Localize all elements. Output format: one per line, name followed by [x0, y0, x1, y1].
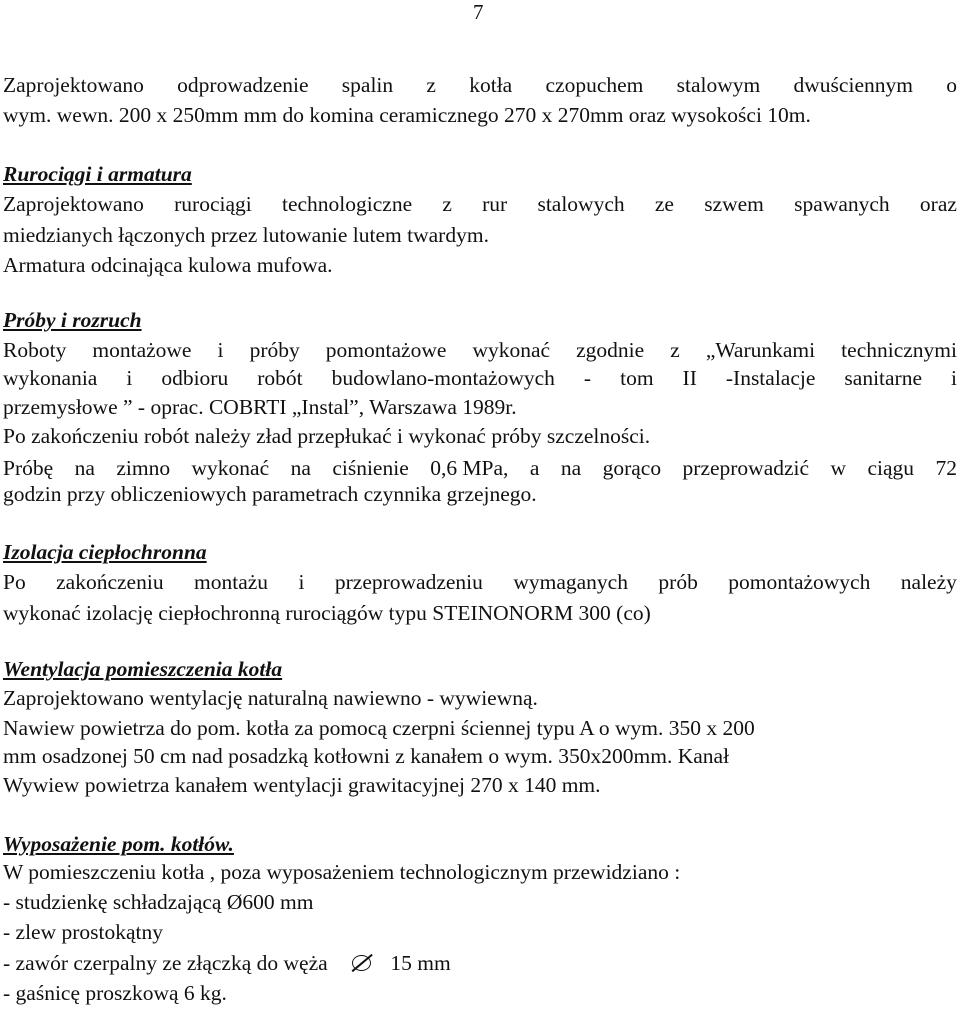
tests-line-4: Po zakończeniu robót należy zład przepłukać i wykonać próby szczelności. — [3, 424, 651, 448]
word: prób — [658, 570, 698, 594]
word: zakończeniu — [56, 570, 164, 594]
word: tom — [620, 366, 654, 390]
word: i — [951, 366, 957, 390]
tests-line-3: przemysłowe ” - oprac. COBRTI „Instal”, Warszawa 1989r. — [3, 395, 517, 419]
word: stalowym — [676, 73, 761, 97]
word: i — [298, 570, 305, 594]
word: przeprowadzeniu — [334, 570, 483, 594]
tests-line-6: godzin przy obliczeniowych parametrach czynnika grzejnego. — [3, 482, 537, 506]
pipes-line-2: miedzianych łączonych przez lutowanie lutem twardym. — [3, 223, 489, 247]
word: gorąco — [602, 456, 662, 480]
word: II — [682, 366, 697, 390]
intro-line-2: wym. wewn. 200 x 250mm mm do komina ceramicznego 270 x 270mm oraz wysokości 10m. — [3, 103, 811, 127]
word: technologiczne — [281, 192, 413, 216]
word: „Warunkami — [705, 338, 816, 362]
word: kotła — [469, 73, 513, 97]
pipes-line-3: Armatura odcinająca kulowa mufowa. — [3, 253, 333, 277]
word: ciśnienie — [332, 456, 409, 480]
word: spawanych — [794, 192, 890, 216]
word: Próbę — [3, 456, 54, 480]
word: z — [442, 192, 452, 216]
equipment-line-1: W pomieszczeniu kotła , poza wyposażeniem technologicznym przewidziano : — [3, 860, 681, 884]
word: stalowych — [537, 192, 625, 216]
word: i — [217, 338, 224, 362]
insulation-line-2: wykonać izolację ciepłochronną rurociągów typu STEINONORM 300 (co) — [3, 601, 651, 625]
section-heading-insulation: Izolacja ciepłochronna — [3, 540, 207, 564]
word: próby — [249, 338, 300, 362]
section-heading-tests: Próby i rozruch — [3, 308, 142, 332]
equipment-item-3-text: - zawór czerpalny ze złączką do węża — [3, 951, 328, 975]
word: szwem — [704, 192, 764, 216]
word: wykonać — [472, 338, 551, 362]
word: ze — [654, 192, 674, 216]
ventilation-line-4: Wywiew powietrza kanałem wentylacji grawitacyjnej 270 x 140 mm. — [3, 773, 601, 797]
tests-line-1 — [3, 338, 957, 362]
word: Po — [3, 570, 26, 594]
word: robót — [257, 366, 303, 390]
word: należy — [900, 570, 957, 594]
section-heading-ventilation: Wentylacja pomieszczenia kotła — [3, 657, 283, 681]
equipment-item-3 — [3, 951, 451, 975]
equipment-item-4: - gaśnicę proszkową 6 kg. — [3, 981, 227, 1005]
equipment-item-2: - zlew prostokątny — [3, 920, 164, 944]
ventilation-line-3: mm osadzonej 50 cm nad posadzką kotłowni z kanałem o wym. 350x200mm. Kanał — [3, 744, 730, 768]
word: -Instalacje — [725, 366, 816, 390]
tests-line-5 — [3, 456, 957, 480]
word: na — [74, 456, 95, 480]
word: na — [290, 456, 311, 480]
word: o — [946, 73, 957, 97]
word: Roboty — [3, 338, 67, 362]
word: w — [830, 456, 847, 480]
word: montażowe — [92, 338, 192, 362]
word: czopuchem — [545, 73, 644, 97]
word: ciągu — [867, 456, 915, 480]
pipes-line-1 — [3, 192, 957, 216]
word: 0,6 MPa, — [430, 456, 509, 480]
word: Zaprojektowano — [3, 73, 144, 97]
word: odprowadzenie — [177, 73, 309, 97]
diameter-icon — [347, 954, 377, 972]
word: wykonać — [191, 456, 270, 480]
word: pomontażowe — [325, 338, 447, 362]
ventilation-line-2: Nawiew powietrza do pom. kotła za pomocą czerpni ściennej typu A o wym. 350 x 200 — [3, 716, 755, 740]
word: zgodnie — [576, 338, 645, 362]
word: wymaganych — [513, 570, 628, 594]
section-heading-equipment: Wyposażenie pom. kotłów. — [3, 832, 234, 856]
equipment-item-1: - studzienkę schładzającą Ø600 mm — [3, 890, 314, 914]
word: na — [560, 456, 582, 480]
word: odbioru — [161, 366, 229, 390]
word: a — [529, 456, 540, 480]
insulation-line-1 — [3, 570, 957, 594]
word: pomontażowych — [728, 570, 871, 594]
intro-line-1 — [3, 73, 957, 97]
word: 72 — [935, 456, 957, 480]
tests-line-2 — [3, 366, 957, 390]
word: i — [126, 366, 133, 390]
equipment-item-3-size: 15 mm — [390, 951, 451, 975]
word: rur — [482, 192, 508, 216]
word: z — [670, 338, 680, 362]
word: rurociągi — [174, 192, 252, 216]
word: przeprowadzić — [682, 456, 810, 480]
word: - — [583, 366, 592, 390]
word: oraz — [919, 192, 957, 216]
word: wykonania — [3, 366, 98, 390]
word: technicznymi — [841, 338, 957, 362]
word: montażu — [194, 570, 269, 594]
word: sanitarne — [844, 366, 923, 390]
word: zimno — [116, 456, 171, 480]
word: budowlano-montażowych — [331, 366, 555, 390]
section-heading-pipes: Rurociągi i armatura — [3, 162, 192, 186]
word: z — [426, 73, 436, 97]
word: Zaprojektowano — [3, 192, 144, 216]
word: dwuściennym — [793, 73, 913, 97]
ventilation-line-1: Zaprojektowano wentylację naturalną nawiewno - wywiewną. — [3, 686, 538, 710]
page-number: 7 — [473, 0, 484, 24]
word: spalin — [341, 73, 394, 97]
